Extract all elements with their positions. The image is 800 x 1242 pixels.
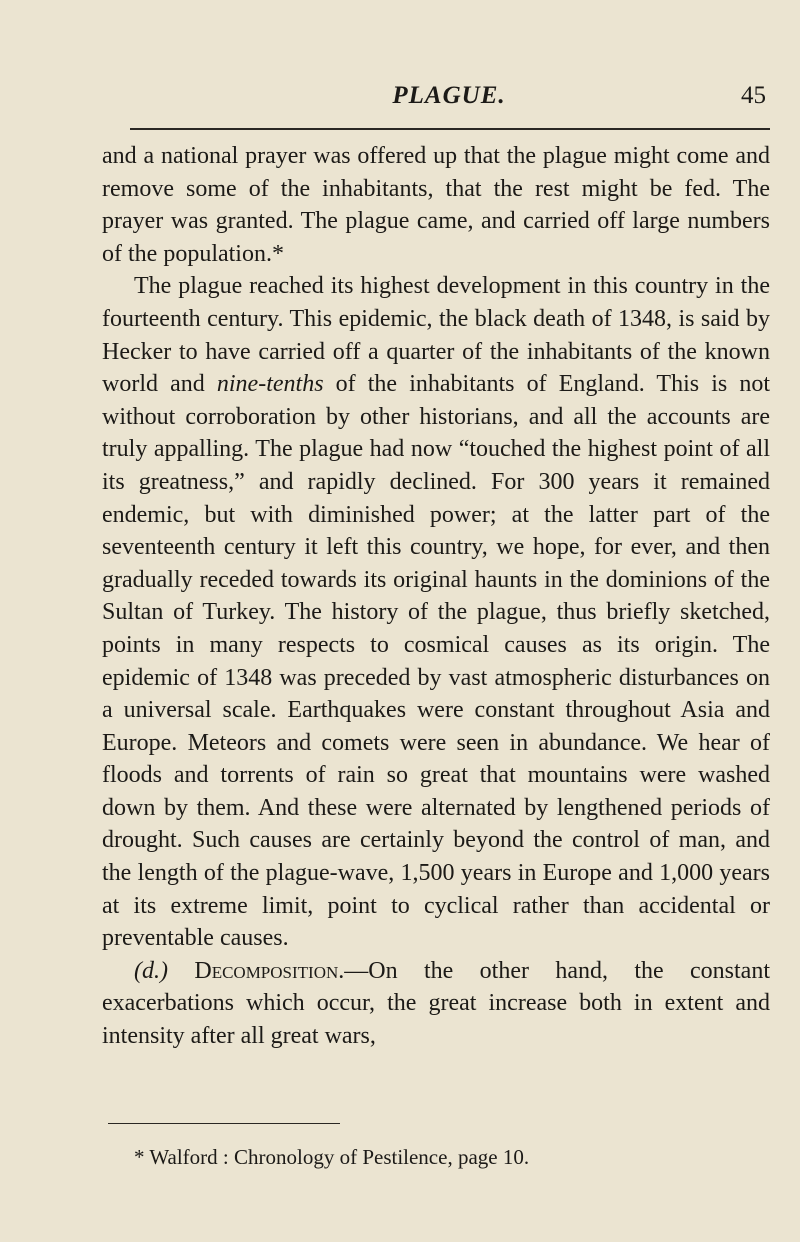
section-marker: (d.)	[134, 957, 168, 984]
section-heading: Decomposition.	[194, 957, 345, 984]
body-text	[102, 140, 770, 1053]
paragraph-2-part-1: The plague reached its highest development in this country in the fourteenth century. This epidemic, the black death of 1348, is said by Hecker to have carried off a quarter of the inhabitants of the known world and	[102, 273, 770, 398]
paragraph-3-text: —On the other hand, the constant exacerbations which occur, the great increase both in extent and intensity after all great wars,	[102, 957, 771, 1050]
paragraph-3	[102, 955, 770, 1053]
running-head	[124, 82, 774, 112]
footnote-rule	[108, 1123, 340, 1124]
paragraph-1: and a national prayer was offered up that the plague might come and remove some of the inhabitants, that the rest might be fed. The prayer was granted. The plague came, and carried off large numbers of the population.*	[102, 143, 770, 267]
page-number: 45	[741, 82, 766, 109]
running-title: PLAGUE.	[392, 82, 506, 109]
emphasis-nine-tenths: nine-tenths	[216, 371, 324, 398]
footnote: * Walford : Chronology of Pestilence, page 10.	[134, 1145, 530, 1169]
header-rule	[130, 128, 770, 130]
paragraph-2	[102, 270, 770, 954]
paragraph-2-part-2: of the inhabitants of England. This is not without corroboration by other historians, and all the accounts are truly appalling. The plague had now “touched the highest point of all its greatness,” and rapidly declined. For 300 years it remained endemic, but with diminished power; at the latter part of the seventeenth century it left this country, we hope, for ever, and then gradually receded towards its original haunts in the dominions of the Sultan of Turkey. The history of the plague, thus briefly sketched, points in many respects to cosmical causes as its origin. The epidemic of 1348 was preceded by vast atmospheric disturbances on a universal scale. Earthquakes were constant throughout Asia and Europe. Meteors and comets were seen in abundance. We hear of floods and torrents of rain so great that mountains were washed down by them. And these were alternated by lengthened periods of drought. Such causes are certainly beyond the control of man, and the length of the plague-wave, 1,500 years in Europe and 1,000 years at its extreme limit, point to cyclical rather than accidental or preventable causes.	[102, 371, 770, 952]
